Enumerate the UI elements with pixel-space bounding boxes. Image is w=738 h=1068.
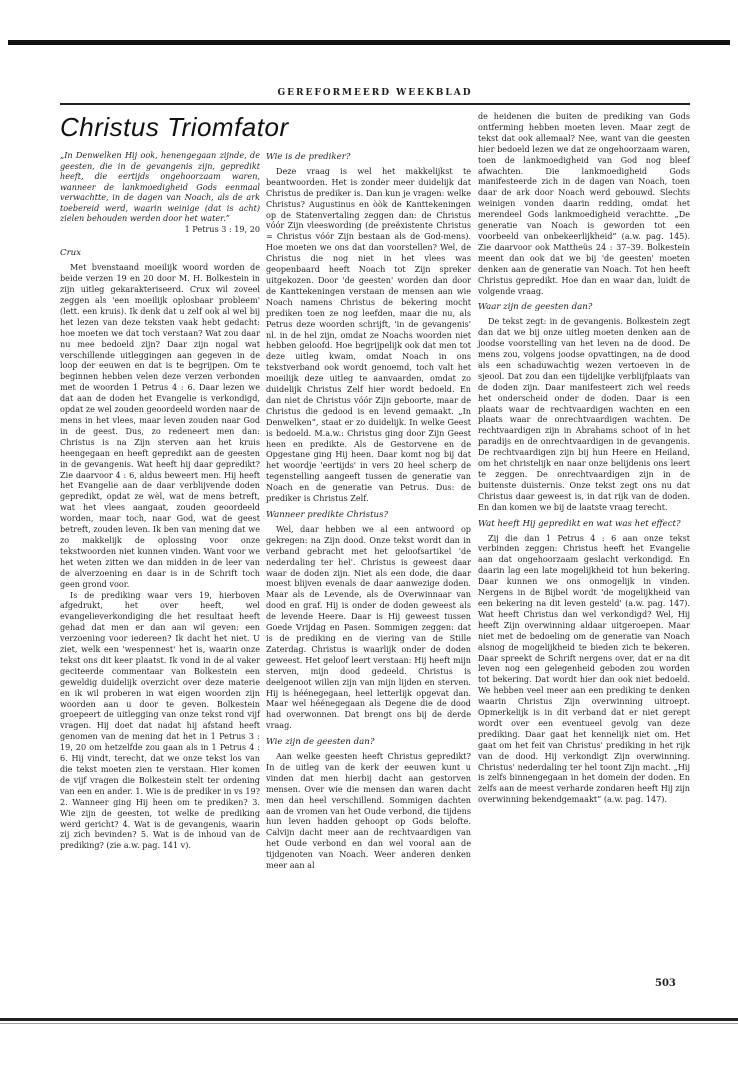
column-2: [266, 146, 471, 871]
section-heading: Wie zijn de geesten dan?: [266, 737, 375, 748]
page-number: 503: [655, 978, 676, 989]
epigraph-citation: 1 Petrus 3 : 19, 20: [184, 223, 260, 234]
column-1-body: [60, 248, 260, 851]
epigraph: „In Denwelken Hij ook, henengegaan zijnde, de geesten, die in de gevangenis zijn, gepredikt heeft, die eertijds ongehoorzaam waren, wanneer de lankmoedigheid Gods eenmaal verwachtte, in de dagen van Noach, als de ark toebereid werd, waarin weinige (dat is acht) zielen behouden werden door het water.”: [60, 150, 260, 223]
body-paragraph: de heidenen die buiten de prediking van Gods ontferming hebben moeten leven. Maar zegt de tekst dat ook allemaal? Nee, want van die geesten hier bedoeld lezen we dat ze ongehoorzaam waren, toen de lankmoedigheid van God nog bleef afwachten. Die lankmoedigheid Gods manifesteerde zich in de dagen van Noach, toen daar de ark door Noach werd gebouwd. Slechts weinigen vonden daarin redding, omdat het merendeel Gods lankmoedigheid verachtte. „De generatie van Noach is geworden tot een voorbeeld van onbekeerlijkheid” (a.w. pag. 145). Zie daarvoor ook Mattheüs 24 : 37–39. Bolkestein meent dan ook dat we bij 'de geesten' moeten denken aan de generatie van Noach. Tot hen heeft Christus gepredikt. Hoe dan en waar dan, luidt de volgende vraag.: [478, 111, 690, 296]
body-paragraph: Is de prediking waar vers 19, hierboven afgedrukt, het over heeft, wel evangelieverkondiging die het resultaat heeft gehad dat men er dan aan wil geven: een verzoening voor iedereen? Ik dacht het niet. U ziet, welk een 'wespennest' het is, waarin onze tekst ons dit keer plaatst. Ik vond in de al vaker geciteerde commentaar van Bolkestein een geweldig duidelijk overzicht over deze materie en ik wil proberen in wat eigen woorden zijn woorden aan u door te geven. Bolkestein groepeert de uitlegging van onze tekst rond vijf vragen. Hij doet dat nadat hij afstand heeft genomen van de mening dat het in 1 Petrus 3 : 19, 20 om hetzelfde zou gaan als in 1 Petrus 4 : 6. Hij vindt, terecht, dat we onze tekst los van die tekst moeten zien te verstaan. Hier komen de vijf vragen die Bolkestein stelt ter ordening van een en ander. 1. Wie is de prediker in vs 19? 2. Wanneer ging Hij heen om te prediken? 3. Wie zijn de geesten, tot welke de prediking werd gericht? 4. Wat is de gevangenis, waarin zij zich bevinden? 5. Wat is de inhoud van de prediking? (zie a.w. pag. 141 v).: [60, 589, 260, 851]
section-heading: Wat heeft Hij gepredikt en wat was het effect?: [478, 518, 681, 529]
body-paragraph: De tekst zegt: in de gevangenis. Bolkestein zegt dan dat we bij onze uitleg moeten denken aan de joodse voorstelling van het leven na de dood. De mens zou, volgens joodse opvattingen, na de dood als een schaduwachtig wezen vertoeven in de sjeool. Dat zou dan een tijdelijke verblijfplaats van de doden zijn. Daar manifesteert zich wel reeds het onderscheid onder de doden. Daar is een plaats waar de rechtvaardigen wachten en een plaats waar de onrechtvaardigen wachten. De rechtvaardigen zijn in Abrahams schoot of in het paradijs en de onrechtvaardigen in de gevangenis. De rechtvaardigen zijn bij hun Heere en Heiland, om het christelijk en naar onze belijdenis ons leert te zeggen. De onrechtvaardigen zijn in de buitenste duisternis. Onze tekst zegt ons nu dat Christus daar geweest is, in dat rijk van de doden. En dan komen we bij de laatste vraag terecht.: [478, 316, 690, 512]
column-1: [60, 150, 260, 851]
running-header: GEREFORMEERD WEEKBLAD: [277, 88, 473, 98]
section-heading: Wanneer predikte Christus?: [266, 510, 389, 520]
column-3-body: [478, 111, 690, 805]
bottom-border-bar: [0, 1018, 738, 1021]
body-paragraph: Deze vraag is wel het makkelijkst te beantwoorden. Het is zonder meer duidelijk dat Christus de prediker is. Dan kun je vragen: welke Christus? Augustinus en òòk de Kanttekeningen op de Statenvertaling zeggen dan: de Christus vóór Zijn vleeswording (de preëxistente Christus = Christus vóór Zijn bestaan als de God-mens). Hoe moeten we ons dat dan voorstellen? Wel, de Christus die nog niet in het vlees was geopenbaard heeft Noach tot Zijn spreker uitgekozen. Door 'de geesten' worden dan door de Kanttekeningen verstaan de mensen aan wie Noach namens Christus de bekering mocht prediken toen ze nog leefden, maar die nu, als Petrus deze woorden schrijft, 'in de gevangenis' nl. in de hel zijn, omdat ze Noachs woorden niet hebben geloofd. Hoe begrijpelijk ook dat men tot deze uitleg kwam, omdat Noach in ons tekstverband ook wordt genoemd, toch valt het moeilijk deze uitleg te aanvaarden, omdat zo duidelijk Christus Zelf hier wordt bedoeld. En dan niet de Christus vóór Zijn geboorte, maar de Christus die gedood is en levend gemaakt. „In Denwelken”, staat er zo duidelijk. In welke Geest is bedoeld. M.a.w.: Christus ging door Zijn Geest heen en predikte. Als de Gestorvene en de Opgestane ging Hij heen. Daar komt nog bij dat het woordje 'eertijds' in vers 20 heel scherp de tegenstelling aangeeft tussen de generatie van Noach en de generatie van Petrus. Dus: de prediker is Christus Zelf.: [266, 165, 471, 504]
section-heading: Crux: [60, 248, 82, 259]
header-rule: [60, 103, 690, 105]
column-2-body: [266, 152, 471, 871]
column-3: [478, 111, 690, 805]
top-border-bar: [8, 40, 730, 45]
article-title: Christus Triomfator: [60, 112, 289, 142]
body-paragraph: Met bvenstaand moeilijk woord worden de beide verzen 19 en 20 door M. H. Bolkestein in zijn uitleg gekarakteriseerd. Crux wil zoveel zeggen als 'een moeilijk oplosbaar probleem' (lett. een kruis). Ik denk dat u zelf ook al wel bij het lezen van deze teksten vaak hebt gedacht: hoe moeten we dat toch verstaan? Wat zou daar nu mee bedoeld zijn? Daar zijn nogal wat verschillende uitleggingen aan gegeven in de loop der eeuwen en dat is te begrijpen. Om te beginnen hebben velen deze verzen verbonden met de woorden 1 Petrus 4 : 6. Daar lezen we dat aan de doden het Evangelie is verkondigd, opdat ze wel zouden geoordeeld worden naar de mens in het vlees, maar leven zouden naar God in de geest. Dus, zo redeneert men dan: Christus is na Zijn sterven aan het kruis heengegaan en heeft gepredikt aan de geesten in de gevangenis. Wat heeft hij daar gepredikt? Zie daarvoor 4 : 6, aldus beweert men. Hij heeft het Evangelie aan de daar verblijvende doden gepredikt, opdat ze wèl, wat de mens betreft, wat het vlees aangaat, zouden geoordeeld worden, maar toch, naar God, wat de geest betreft, zouden leven. Ik ben van mening dat we zo makkelijk de oplossing voor onze tekstwoorden niet kunnen vinden. Want voor we het weten zitten we dan midden in de leer van de alverzoening en daar is in de Schrift toch geen grond voor.: [60, 262, 260, 589]
section-heading: Waar zijn de geesten dan?: [478, 302, 593, 313]
body-paragraph: Wel, daar hebben we al een antwoord op gekregen: na Zijn dood. Onze tekst wordt dan in verband gebracht met het geloofsartikel 'de nederdaling ter hel'. Christus is geweest daar waar de doden zijn. Niet als een dode, die daar moest blijven evenals de daar aanwezige doden. Maar als de Levende, als de Overwinnaar van dood en graf. Hij is onder de doden geweest als de levende Heere. Daar is Hij geweest tussen Goede Vrijdag en Pasen. Sommigen zeggen: dat is de prediking en de viering van de Stille Zaterdag. Christus is waarlijk onder de doden geweest. Het geloof leert verstaan: Hij heeft mijn sterven, mijn dood gedeeld. Christus is deelgenoot willen zijn van mijn lijden en sterven. Hij is héénegegaan, heel letterlijk opgevat dan. Maar wel héénegegaan als Degene die de dood had overwonnen. Dat brengt ons bij de derde vraag.: [266, 523, 471, 731]
section-heading: Wie is de prediker?: [266, 152, 351, 162]
body-paragraph: Zij die dan 1 Petrus 4 : 6 aan onze tekst verbinden zeggen: Christus heeft het Evangelie aan dat ongehoorzaam geslacht verkondigd. En daarin lag een late mogelijkheid tot hun bekering. Daar kunnen we ons onmogelijk in vinden. Nergens in de Bijbel wordt 'de mogelijkheid van een bekering na dit leven gesteld' (a.w. pag. 147). Wat heeft Christus dan wel verkondigd? Wel, Hij heeft Zijn overwinning aldaar uitgeroepen. Maar niet met de bedoeling om de generatie van Noach alsnog de mogelijkheid te bieden zich te bekeren. Daar spreekt de Schrift nergens over, dat er na dit leven nog een gelegenheid geboden zou worden tot bekering. Dat wordt hier dan ook niet bedoeld. We hebben veel meer aan een prediking te denken waarin Christus Zijn overwinning uitroept. Opmerkelijk is in dit verband dat er niet gerept wordt over een eventueel gevolg van deze prediking. Daar gaat het kennelijk niet om. Het gaat om het feit van Christus' prediking in het rijk van de dood. Hij verkondigt Zijn overwinning. Christus' nederdaling ter hel toont Zijn macht. „Hij is zelfs binnengegaan in het domein der doden. En zelfs aan de meest verharde zondaren heeft Hij zijn overwinning bekendgemaakt” (a.w. pag. 147).: [478, 532, 690, 805]
bottom-border-line: [0, 1023, 738, 1024]
body-paragraph: Aan welke geesten heeft Christus gepredikt? In de uitleg van de kerk der eeuwen kunt u vinden dat men hierbij dacht aan gestorven mensen. Over wie die mensen dan waren dacht men dan heel verschillend. Sommigen dachten aan de vromen van het Oude verbond, die tijdens hun leven hadden gehoopt op Gods belofte. Calvijn dacht meer aan de rechtvaardigen van het Oude verbond en dan wel vooral aan de tijdgenoten van Noach. Weer anderen denken meer aan al: [266, 751, 471, 871]
